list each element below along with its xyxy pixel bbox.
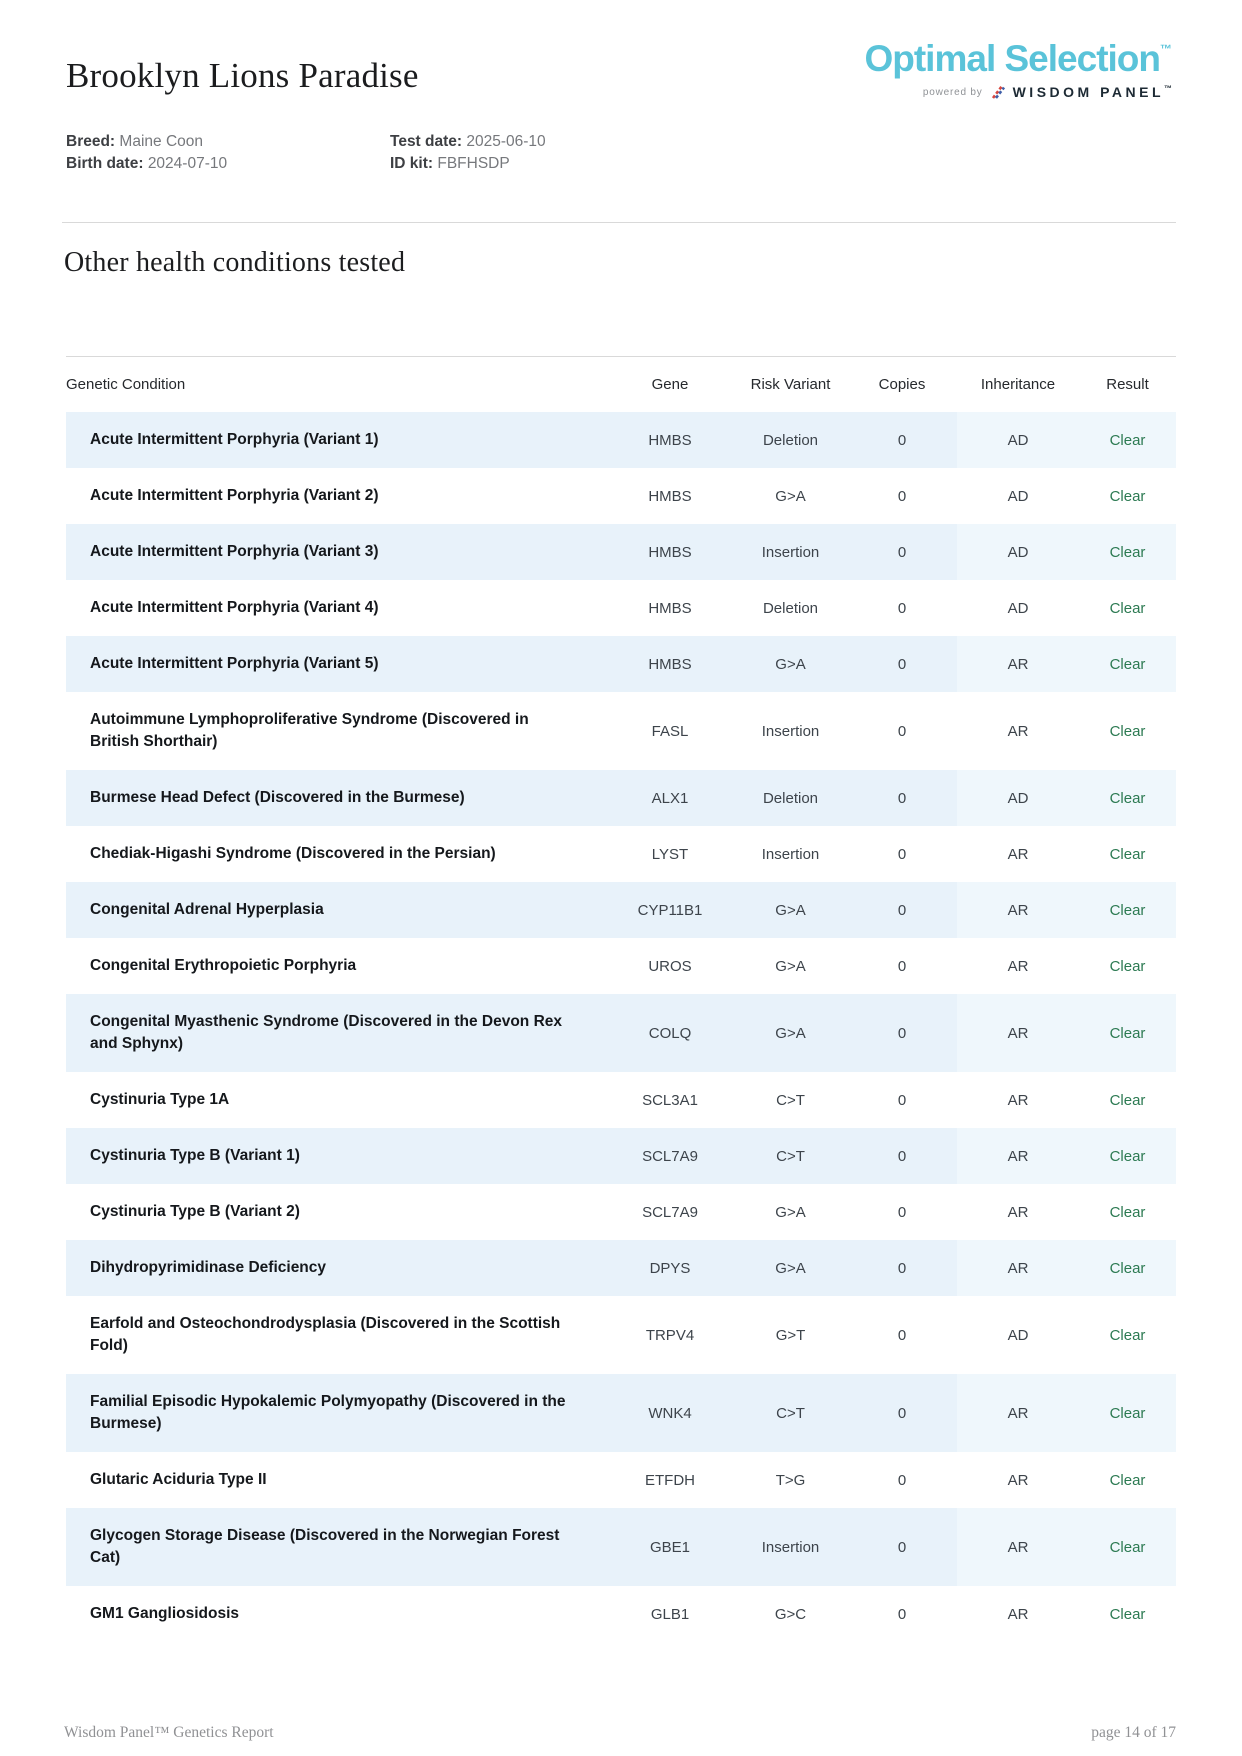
col-header-copies: Copies — [878, 376, 926, 393]
risk-variant-value: Deletion — [762, 599, 819, 617]
col-header-gene: Gene — [651, 376, 689, 393]
result-value: Clear — [1109, 845, 1146, 863]
table-row — [66, 1374, 1176, 1452]
test-date-value: 2025-06-10 — [466, 133, 546, 150]
table-row — [66, 1508, 1176, 1586]
inheritance-value: AR — [957, 1508, 1079, 1586]
brand-wordmark: Optimal Selection — [864, 38, 1160, 79]
table-row — [66, 826, 1176, 882]
birth-date-label: Birth date: — [66, 155, 144, 172]
condition-name-cell — [66, 412, 606, 468]
gene-value: HMBS — [648, 599, 692, 617]
condition-name-cell — [66, 468, 606, 524]
gene-value: COLQ — [648, 1024, 692, 1042]
copies-value: 0 — [897, 1091, 907, 1109]
risk-variant-value: G>A — [775, 1024, 806, 1042]
gene-value: UROS — [648, 957, 692, 975]
table-row — [66, 636, 1176, 692]
condition-name: Glutaric Aciduria Type II — [90, 1471, 267, 1488]
table-row — [66, 994, 1176, 1072]
condition-name-cell — [66, 826, 606, 882]
condition-name-cell — [66, 1184, 606, 1240]
risk-variant-value: C>T — [776, 1091, 805, 1109]
inheritance-value: AD — [1007, 599, 1029, 617]
table-row — [66, 938, 1176, 994]
footer-page-number: page 14 of 17 — [1091, 1724, 1176, 1741]
partner-trademark-symbol: ™ — [1164, 84, 1172, 93]
condition-name: Dihydropyrimidinase Deficiency — [90, 1259, 327, 1276]
table-row — [66, 1184, 1176, 1240]
conditions-table — [66, 356, 1176, 1642]
col-header-result: Result — [1106, 376, 1149, 393]
copies-value: 0 — [897, 1203, 907, 1221]
copies-value: 0 — [897, 957, 907, 975]
table-row — [66, 882, 1176, 938]
condition-name-cell — [66, 938, 606, 994]
inheritance-value: AR — [1007, 1203, 1029, 1221]
copies-value: 0 — [897, 1605, 907, 1623]
copies-value: 0 — [897, 1538, 907, 1556]
condition-name: Earfold and Osteochondrodysplasia (Discovered in the Scottish Fold) — [90, 1315, 561, 1354]
condition-name-cell — [66, 1240, 606, 1296]
risk-variant-value: Insertion — [761, 1538, 820, 1556]
gene-value: DPYS — [649, 1259, 691, 1277]
gene-value: HMBS — [648, 655, 692, 673]
condition-name-cell — [66, 1452, 606, 1508]
section-title: Other health conditions tested — [64, 247, 406, 278]
gene-value: HMBS — [648, 487, 692, 505]
condition-name-cell — [66, 882, 606, 938]
inheritance-value: AD — [1007, 487, 1029, 505]
risk-variant-value: G>T — [775, 1326, 806, 1344]
condition-name-cell — [66, 1296, 606, 1374]
table-row — [66, 1296, 1176, 1374]
conditions-table-body — [66, 412, 1176, 1642]
condition-name: Acute Intermittent Porphyria (Variant 3) — [90, 543, 379, 560]
inheritance-value: AR — [1007, 1091, 1029, 1109]
col-header-inheritance: Inheritance — [980, 376, 1056, 393]
inheritance-value: AR — [957, 994, 1079, 1072]
copies-value: 0 — [897, 1147, 907, 1165]
result-value: Clear — [1109, 1471, 1146, 1489]
table-row — [66, 580, 1176, 636]
copies-value: 0 — [897, 599, 907, 617]
condition-name: Acute Intermittent Porphyria (Variant 5) — [90, 655, 379, 672]
table-row — [66, 1128, 1176, 1184]
condition-name: Chediak-Higashi Syndrome (Discovered in the Persian) — [90, 845, 496, 862]
copies-value: 0 — [897, 1404, 907, 1422]
copies-value: 0 — [897, 1471, 907, 1489]
test-date-label: Test date: — [390, 133, 463, 150]
condition-name: Autoimmune Lymphoproliferative Syndrome (Discovered in British Shorthair) — [90, 711, 529, 750]
result-value: Clear — [1079, 882, 1176, 938]
result-value: Clear — [1079, 524, 1176, 580]
table-row — [66, 524, 1176, 580]
condition-name-cell — [66, 1586, 606, 1642]
copies-value: 0 — [897, 1326, 907, 1344]
condition-name: Acute Intermittent Porphyria (Variant 4) — [90, 599, 379, 616]
gene-value: WNK4 — [648, 1404, 692, 1422]
id-kit-label: ID kit: — [390, 155, 434, 172]
condition-name: Cystinuria Type B (Variant 2) — [90, 1203, 300, 1220]
condition-name: Cystinuria Type 1A — [90, 1091, 230, 1108]
partner-name-text: WISDOM PANEL — [1012, 84, 1164, 100]
risk-variant-value: Deletion — [762, 431, 819, 449]
condition-name-cell — [66, 994, 606, 1072]
copies-value: 0 — [897, 722, 907, 740]
result-value: Clear — [1109, 1203, 1146, 1221]
risk-variant-value: G>A — [775, 655, 806, 673]
gene-value: HMBS — [648, 543, 692, 561]
inheritance-value: AR — [1007, 1605, 1029, 1623]
result-value: Clear — [1079, 1128, 1176, 1184]
table-header-row — [66, 356, 1176, 412]
inheritance-value: AR — [1007, 845, 1029, 863]
gene-value: TRPV4 — [645, 1326, 695, 1344]
inheritance-value: AR — [1007, 957, 1029, 975]
table-row — [66, 770, 1176, 826]
table-row — [66, 412, 1176, 468]
inheritance-value: AR — [957, 1374, 1079, 1452]
table-row — [66, 1240, 1176, 1296]
condition-name-cell — [66, 692, 606, 770]
table-row — [66, 692, 1176, 770]
inheritance-value: AD — [957, 412, 1079, 468]
gene-value: SCL7A9 — [642, 1203, 698, 1221]
result-value: Clear — [1079, 770, 1176, 826]
condition-name: Acute Intermittent Porphyria (Variant 2) — [90, 487, 379, 504]
breed-row — [66, 131, 227, 153]
table-row — [66, 1586, 1176, 1642]
gene-value: LYST — [651, 845, 689, 863]
header-divider — [62, 222, 1176, 223]
risk-variant-value: Insertion — [761, 543, 820, 561]
condition-name: Congenital Adrenal Hyperplasia — [90, 901, 324, 918]
copies-value: 0 — [897, 543, 907, 561]
inheritance-value: AR — [1007, 722, 1029, 740]
powered-by-label: powered by — [922, 86, 983, 98]
pet-name-title: Brooklyn Lions Paradise — [66, 56, 419, 95]
gene-value: GLB1 — [650, 1605, 690, 1623]
condition-name: Congenital Erythropoietic Porphyria — [90, 957, 357, 974]
id-kit-value: FBFHSDP — [437, 155, 510, 172]
risk-variant-value: G>A — [775, 901, 806, 919]
risk-variant-value: G>A — [775, 957, 806, 975]
risk-variant-value: G>C — [774, 1605, 807, 1623]
test-date-row — [390, 131, 546, 153]
risk-variant-value: G>A — [775, 1203, 806, 1221]
optimal-selection-logo — [864, 40, 1172, 77]
col-header-risk-variant: Risk Variant — [750, 376, 831, 393]
condition-name: Congenital Myasthenic Syndrome (Discovered in the Devon Rex and Sphynx) — [90, 1013, 563, 1052]
copies-value: 0 — [897, 845, 907, 863]
risk-variant-value: G>A — [775, 487, 806, 505]
result-value: Clear — [1109, 1605, 1146, 1623]
condition-name-cell — [66, 1128, 606, 1184]
inheritance-value: AR — [957, 636, 1079, 692]
condition-name: Cystinuria Type B (Variant 1) — [90, 1147, 300, 1164]
condition-name-cell — [66, 580, 606, 636]
risk-variant-value: Insertion — [761, 722, 820, 740]
gene-value: GBE1 — [649, 1538, 691, 1556]
birth-date-value: 2024-07-10 — [147, 155, 228, 172]
risk-variant-value: Deletion — [762, 789, 819, 807]
breed-label: Breed: — [66, 133, 116, 150]
gene-value: HMBS — [648, 431, 692, 449]
condition-name-cell — [66, 524, 606, 580]
wisdom-panel-wordmark — [1013, 84, 1172, 100]
gene-value: FASL — [651, 722, 689, 740]
result-value: Clear — [1109, 722, 1146, 740]
risk-variant-value: G>A — [775, 1259, 806, 1277]
condition-name: Familial Episodic Hypokalemic Polymyopathy (Discovered in the Burmese) — [90, 1393, 566, 1432]
result-value: Clear — [1109, 487, 1146, 505]
result-value: Clear — [1079, 636, 1176, 692]
dna-zigzag-icon — [990, 84, 1006, 100]
table-row — [66, 1072, 1176, 1128]
result-value: Clear — [1109, 1326, 1146, 1344]
table-row — [66, 1452, 1176, 1508]
gene-value: ETFDH — [645, 1471, 695, 1489]
trademark-symbol: ™ — [1160, 42, 1172, 56]
copies-value: 0 — [897, 901, 907, 919]
risk-variant-value: C>T — [776, 1404, 805, 1422]
result-value: Clear — [1109, 1091, 1146, 1109]
condition-name: Acute Intermittent Porphyria (Variant 1) — [90, 431, 379, 448]
condition-name-cell — [66, 636, 606, 692]
birth-date-row — [66, 153, 227, 175]
condition-name-cell — [66, 770, 606, 826]
risk-variant-value: Insertion — [761, 845, 820, 863]
risk-variant-value: T>G — [775, 1471, 806, 1489]
result-value: Clear — [1079, 412, 1176, 468]
condition-name-cell — [66, 1072, 606, 1128]
result-value: Clear — [1079, 1374, 1176, 1452]
result-value: Clear — [1079, 994, 1176, 1072]
col-header-genetic-condition: Genetic Condition — [66, 376, 186, 393]
inheritance-value: AR — [957, 882, 1079, 938]
gene-value: SCL7A9 — [642, 1147, 698, 1165]
brand-logo — [864, 40, 1172, 100]
copies-value: 0 — [897, 1024, 907, 1042]
condition-name: GM1 Gangliosidosis — [90, 1605, 239, 1622]
inheritance-value: AD — [957, 524, 1079, 580]
copies-value: 0 — [897, 655, 907, 673]
result-value: Clear — [1109, 957, 1146, 975]
inheritance-value: AR — [957, 1240, 1079, 1296]
condition-name-cell — [66, 1374, 606, 1452]
gene-value: ALX1 — [651, 789, 689, 807]
condition-name-cell — [66, 1508, 606, 1586]
gene-value: SCL3A1 — [642, 1091, 698, 1109]
risk-variant-value: C>T — [776, 1147, 805, 1165]
copies-value: 0 — [897, 487, 907, 505]
condition-name: Glycogen Storage Disease (Discovered in the Norwegian Forest Cat) — [90, 1527, 560, 1566]
gene-value: CYP11B1 — [637, 901, 703, 919]
inheritance-value: AD — [1007, 1326, 1029, 1344]
id-kit-row — [390, 153, 546, 175]
copies-value: 0 — [897, 789, 907, 807]
result-value: Clear — [1109, 599, 1146, 617]
result-value: Clear — [1079, 1240, 1176, 1296]
copies-value: 0 — [897, 1259, 907, 1277]
breed-value: Maine Coon — [119, 133, 203, 150]
condition-name: Burmese Head Defect (Discovered in the Burmese) — [90, 789, 465, 806]
footer-report-title: Wisdom Panel™ Genetics Report — [64, 1724, 274, 1741]
copies-value: 0 — [897, 431, 907, 449]
table-row — [66, 468, 1176, 524]
inheritance-value: AR — [957, 1128, 1079, 1184]
inheritance-value: AD — [957, 770, 1079, 826]
inheritance-value: AR — [1007, 1471, 1029, 1489]
result-value: Clear — [1079, 1508, 1176, 1586]
